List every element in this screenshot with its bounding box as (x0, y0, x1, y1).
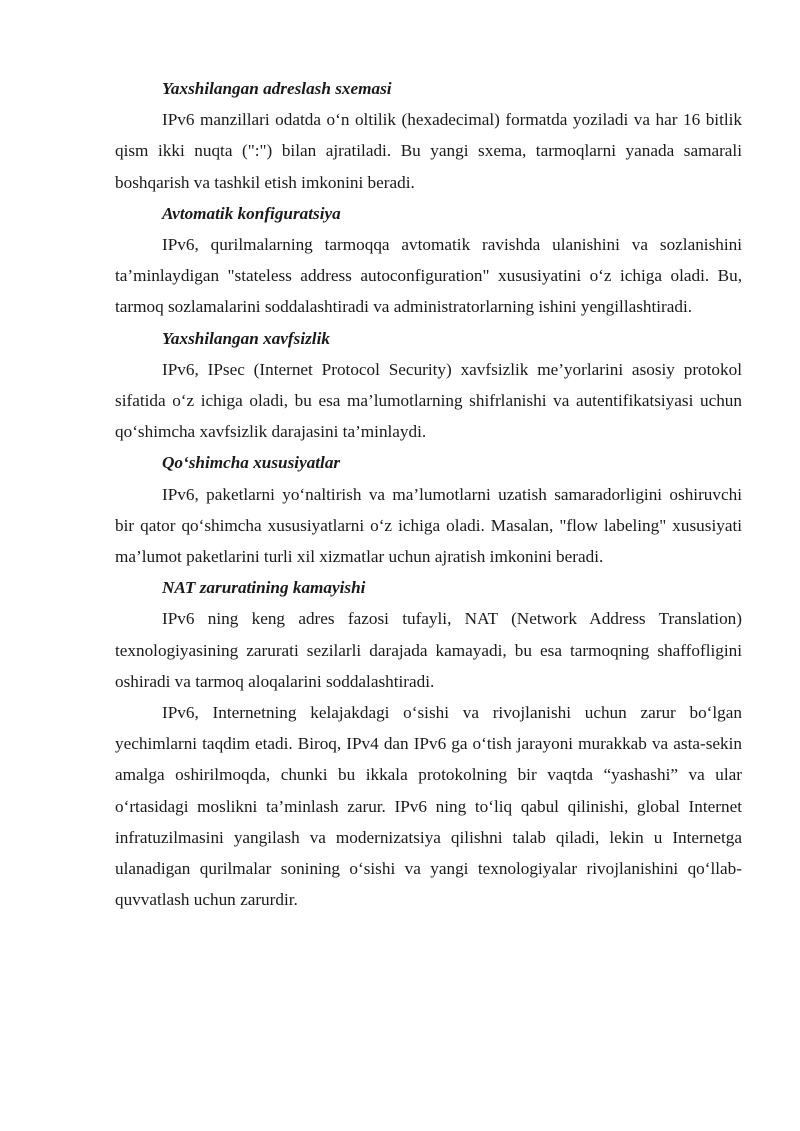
section-heading-security: Yaxshilangan xavfsizlik (162, 328, 330, 348)
section-heading-autoconfig: Avtomatik konfiguratsiya (162, 203, 341, 223)
section-paragraph-security: IPv6, IPsec (Internet Protocol Security) xavfsizlik me’yorlarini asosiy protokol sifatida o‘z ichiga oladi, bu esa ma’lumotlarning shifrlanishi va autentifikatsiyasi uchun qo‘shimcha xavfsizlik darajasini ta’minlaydi. (115, 359, 742, 442)
section-heading-nat: NAT zaruratining kamayishi (162, 578, 366, 598)
section-heading-addressing: Yaxshilangan adreslash sxemasi (162, 79, 392, 98)
section-paragraph-extra-features: IPv6, paketlarni yo‘naltirish va ma’lumotlarni uzatish samaradorligini oshiruvchi bir qator qo‘shimcha xususiyatlarni o‘z ichiga oladi. Masalan, "flow labeling" xususiyati ma’lumot paketlarini turli xil xizmatlar uchun ajratish imkonini beradi. (115, 484, 742, 567)
document-page (115, 73, 742, 915)
section-paragraph-autoconfig: IPv6, qurilmalarning tarmoqqa avtomatik ravishda ulanishini va sozlanishini ta’minlaydigan "stateless address autoconfiguration" xususiyatini o‘z ichiga oladi. Bu, tarmoq sozlamalarini soddalashtiradi va administratorlarning ishini yengillashtiradi. (115, 235, 742, 317)
conclusion-paragraph: IPv6, Internetning kelajakdagi o‘sishi va rivojlanishi uchun zarur bo‘lgan yechimlarni taqdim etadi. Biroq, IPv4 dan IPv6 ga o‘tish jarayoni murakkab va asta-sekin amalga oshirilmoqda, chunki bu ikkala protokolning bir vaqtda “yashashi” va ular o‘rtasidagi moslikni ta’minlash zarur. IPv6 ning to‘liq qabul qilinishi, global Internet infratuzilmasini yangilash va modernizatsiya qilishni talab qiladi, lekin u Internetga ulanadigan qurilmalar sonining o‘sishi va yangi texnologiyalar rivojlanishini qo‘llab-quvvatlash uchun zarurdir. (115, 703, 742, 910)
section-heading-extra-features: Qo‘shimcha xususiyatlar (162, 453, 341, 473)
section-paragraph-nat: IPv6 ning keng adres fazosi tufayli, NAT (Network Address Translation) texnologiyasining zarurati sezilarli darajada kamayadi, bu esa tarmoqning shaffofligini oshiradi va tarmoq aloqalarini soddalashtiradi. (115, 609, 742, 691)
section-paragraph-addressing: IPv6 manzillari odatda o‘n oltilik (hexadecimal) formatda yoziladi va har 16 bitlik qism ikki nuqta (":") bilan ajratiladi. Bu yangi sxema, tarmoqlarni yanada samarali boshqarish va tashkil etish imkonini beradi. (115, 110, 742, 192)
